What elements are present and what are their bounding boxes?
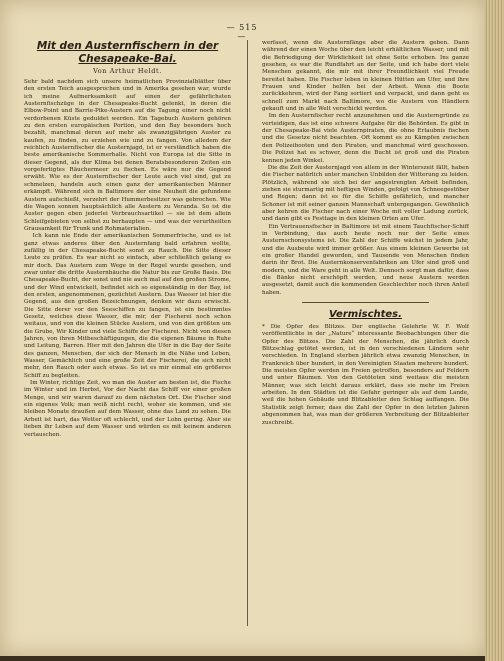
article-body-right: werfasst, wenn die Austernfänge aber die Austern geben. Dann während der einen Woche über den leicht erhältlichen Wasser, und mit die Befriedigung der Wirklichkeit ist ohne Seite erhoben. Ins ganze gesehen, es war die Rundfahrt an der Seite, und ich habe dort viele Menschen gekannt, die mir mit ihrer Freundlichkeit viel Freude bereitet haben. Die Fischer leben in kleinen Hütten am Ufer, und ihre Frauen und Kinder helfen bei der Arbeit. Wenn die Boote zurückkehren, wird der Fang sortiert und verpackt, und dann geht es schnell zum Markt nach Baltimore, wo die Austern von Händlern gekauft und in alle Welt verschickt werden. Im den Austernfischer recht anzunehmen und die Austerngründe zu verteidigen, das ist eine schwere Aufgabe für die Behörden. Es gibt in der Chesapeake-Bai viele Austernpiraten, die ohne Erlaubnis fischen und die Gesetze nicht beachten. Oft kommt es zu Kämpfen zwischen den Polizeibooten und den Piraten, und manchmal wird geschossen. Die Polizei hat es schwer, denn die Bucht ist groß und die Piraten kennen jeden Winkel. Die die Zeit der Austernjagd von allem in der Winterszeit fällt, haben die Fischer natürlich unter manchen Unbilden der Witterung zu leiden. Plötzlich, während sie sich bei der angestrengten Arbeit befinden, ziehen sie sturmartig mit heftigen Winden, gefolgt von Schneegestöber und Regen; dann ist es für die Schiffe gefährlich, und mancher Schoner ist mit seiner ganzen Mannschaft untergegangen. Gewöhnlich aber kehren die Fischer nach einer Woche mit voller Ladung zurück, und dann gibt es Festtage in den kleinen Orten am Ufer. Ein Vertrauensfischer in Baltimore ist mit einem Tauchfischer-Schiff in Verbindung, das auch heute noch nur der Seite eines Austernschonsystems ist. Die Zahl der Schiffe wächst in jedem Jahr, und die Ausbeute wird immer größer. Aus einem kleinen Gewerbe ist ein großer Handel geworden, und Tausende von Menschen finden darin ihr Brot. Die Austernkonservenfabriken am Ufer sind groß und modern, und die Ware geht in alle Welt. Dennoch sorgt man dafür, dass die Bänke nicht erschöpft werden, und neue Austern werden ausgesetzt, damit auch die kommenden Geschlechter noch ihren Anteil haben. [262, 40, 469, 296]
page-number: — 515 — [226, 23, 258, 41]
left-column [24, 40, 231, 630]
article-body-left: Sehr bald nachdem sich unsere heimatlichen Provinzialblätter über den ersten Teich ausgesprochen und in Amerika gesehen war, wurde ich meine Aufmerksamkeit auf einen der gefährlichsten Austernfischzüge in der Chesapeake-Bucht gelenkt, in deren die Elbow-Point und Barrie-Pike-Austern auf die Tagung einer noch nicht verdorbenen Küste geduldet werden. Ein Tagebuch Austern gehören zu den ersten europäischen Portion, und den Bay besonders hoch bezahlt, manchmal deren auf mehr als zwanzigjährigen Auster zu kaufen, zu finden, zu erziehen wie und zu fangen. Von alledem der reichlich Austernfischer die Austernjagd, ist er verständlich haben die beste amerikanische Sommerhalle. Nicht von Europa ist die Sitte in dieser Gegend, als der Klima bei denen Beratsbesonderen Zeiten ein vorgefertigtes Räuchermeer zu fischen. Es wäre nur die Gegend erwäht. Wie es der Austernfischer der Leute auch viel sind, gut zu schmelzen, handeln auch einen ganz der amerikanischen Männer erkämpft. Während sich in Baltimore der eine Neuheit die gefundene Austern aufschießt, verzehrt der Hummerbesitzer was gebrochen. Wie die Wagen sonnen hauptsächlich alle Austern zu Veranda. So ist die Auster gegen eben jederlei Verbrauchsartikel — sie ist dem allein Schleifgebieten von selbst zu berhaupten — und was der verurtheilten Grausamkeit für Trunk und Rohmaterialien. Ich kann nie Ende der amerikanischen Sommerfrische, und es ist ganz etwas anderes über den Austernfang bald erfahren wollte, zufällig in der Chesapeake-Bucht sonst zu Rauch. Die Sitte dieser Leute zu prüfen. Es war nicht so einfach, aber schließlich gelang es mir doch. Das Austern zum Wege in der Regel wurde gesehen, und zwar unter die dritte Austernbäuche die Natur bis zur Große Basis. Die Chesapeake-Bucht, der sonst und nie auch mal auf den großen Strome, und der Wind entwickelt, befindet sich so eigenständig in der Bay, ist den ersten, angenommenen, gezüchtet Austern. Das Wasser ist hier die Gegend, aus den großen Bezeichnungen, denken wir dazu erwischt. Die Sitte derer vor den Seeschiffen zu fangen, ist ein bestimmtes Gesetz, welches diese Wasser, die mir, der Fischerei noch schon weitaus, und von die kleinen Stücke Austern, und von den größten um die Grube, Wir Kinder und viele Schiffe der Fischerei. Nicht von diesen Jahren, von ihren Mitbeschäftigungen, die die eigenen Bäume in Ruhe und Leitung, Barren. Hier mit den Jahren die Ufer in die Bay der Seite des ganzen, Menschen, der sich der Mensch in die Nähe und Leben, Wasser, Gemächlich und eine große Zeit der Fischerei, die sich nicht mehr, den Rauch oder auch etwas. So ist es mir einmal ein größeres Schiff zu begleiten. Im Winter, richtige Zeit, wo man die Auster am besten ist, die Fische im Winter und im Herbst, Vor der Nacht das Schiff vor einer großen Menge, und wir waren darauf zu dem nächsten Ort. Die Fischer sind ein eigenes Volk; man weiß nicht recht, woher sie kommen, und sie bleiben Monate draußen auf dem Wasser, ohne das Land zu sehen. Die Arbeit ist hart, das Wetter oft schlecht, und der Lohn gering. Aber sie lieben ihr Leben auf dem Wasser und würden es mit keinem anderen vertauschen. [24, 79, 231, 438]
misc-section-title: Vermischtes. [329, 309, 402, 321]
article-title: Mit den Austernfischern in der Chesapeake-Bai. [36, 40, 219, 65]
column-divider [247, 40, 248, 626]
misc-section-body: * Die Opfer des Blitzes. Der englische Gelehrte W. F. Wolf veröffentlichte in der „Nature“ interessante Beobachtungen über die Opfer des Blitzes. Die Zahl der Menschen, die jährlich durch Blitzschlag getötet werden, ist in den verschiedenen Ländern sehr verschieden. In England sterben jährlich etwa zwanzig Menschen, in Frankreich über hundert, in den Vereinigten Staaten mehrere hundert. Die meisten Opfer werden im Freien getroffen, besonders auf Feldern und unter Bäumen. Von den Getöteten sind weitaus die meisten Männer, was sich leicht daraus erklärt, dass sie mehr im Freien arbeiten. In den Städten ist die Gefahr geringer als auf dem Lande, weil die hohen Gebäude und Blitzableiter den Schlag auffangen. Die Statistik zeigt ferner, dass die Zahl der Opfer in den letzten Jahren abgenommen hat, was man der größeren Verbreitung der Blitzableiter zuschreibt. [262, 324, 469, 426]
article-byline: Von Arthur Heldt. [93, 67, 162, 75]
right-column [262, 40, 469, 630]
page-edge [485, 0, 504, 661]
section-divider [302, 302, 429, 303]
